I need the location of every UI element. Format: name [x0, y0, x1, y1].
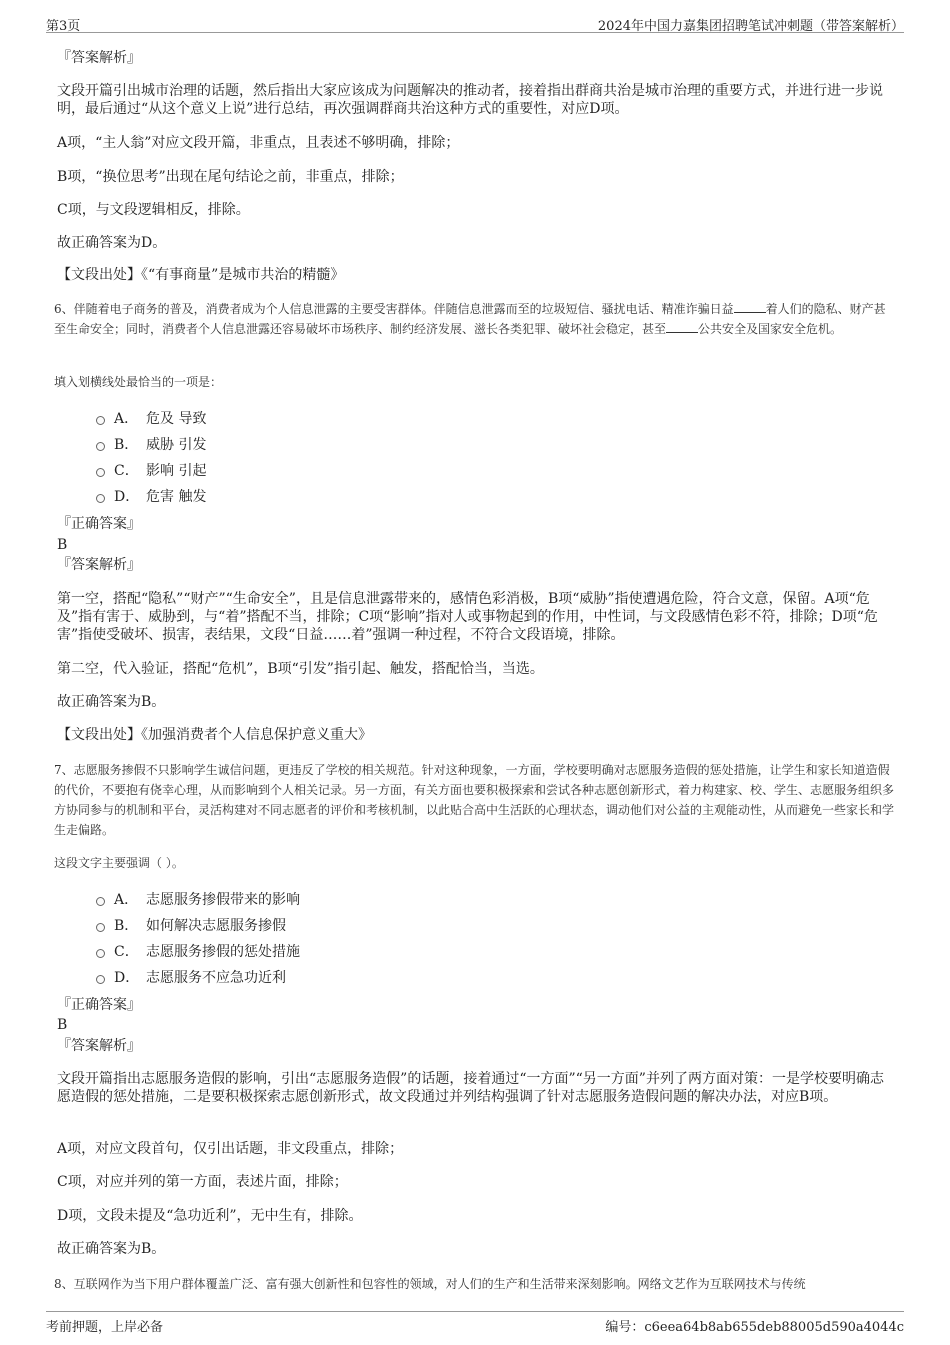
option-text: 危及 导致: [146, 411, 207, 427]
radio-button[interactable]: [96, 442, 105, 451]
q7-analysis: 文段开篇指出志愿服务造假的影响，引出“志愿服务造假”的话题，接着通过“一方面”“另一方面”并列了两方面对策：一是学校要明确志愿造假的惩处措施，二是要积极探索志愿创新形式，故文段通过并列结构强调了针对志愿服务造假问题的解决办法，对应B项。: [57, 1071, 884, 1105]
q7-option-d[interactable]: [96, 964, 596, 990]
radio-button[interactable]: [96, 923, 105, 932]
option-key: A．: [114, 411, 139, 427]
q5-a-note: A项，“主人翁”对应文段开篇，非重点，且表述不够明确，排除；: [57, 135, 460, 151]
q6-option-d[interactable]: [96, 483, 596, 509]
q6-stem-part3: 公共安全及国家安全危机。: [698, 322, 843, 336]
q7-prompt: 这段文字主要强调（ ）。: [54, 856, 184, 870]
q6-source: 【文段出处】《加强消费者个人信息保护意义重大》: [57, 727, 372, 743]
q5-source: 【文段出处】《“有事商量”是城市共治的精髓》: [57, 267, 345, 283]
blank-line: [734, 300, 766, 313]
q7-a-note: A项，对应文段首句，仅引出话题，非文段重点，排除；: [57, 1141, 404, 1157]
q7-options: [96, 886, 596, 990]
option-text: 威胁 引发: [146, 437, 207, 453]
page-header: [46, 12, 904, 33]
radio-button[interactable]: [96, 416, 105, 425]
document-title: 2024年中国力嘉集团招聘笔试冲刺题（带答案解析）: [597, 19, 904, 34]
radio-button[interactable]: [96, 468, 105, 477]
document-code: 编号：c6eea64b8ab655deb88005d590a4044c: [605, 1320, 904, 1335]
q7-answer: B: [57, 1017, 68, 1033]
page-footer: [46, 1311, 904, 1336]
q5-conclusion: 故正确答案为D。: [57, 235, 167, 251]
q5-b-note: B项，“换位思考”出现在尾句结论之前，非重点，排除；: [57, 169, 404, 185]
q7-option-b[interactable]: [96, 912, 596, 938]
q5-analysis-label: 『答案解析』: [57, 50, 141, 66]
q7-analysis-label: 『答案解析』: [57, 1038, 141, 1054]
option-key: B．: [114, 918, 139, 934]
q7-option-a[interactable]: [96, 886, 596, 912]
option-key: B．: [114, 437, 139, 453]
q7-correct-label: 『正确答案』: [57, 997, 141, 1013]
q6-stem-part2: 着人们的隐私、财产甚至生命安全；同时，消费者个人信息泄露还容易破坏市场秩序、制约经济发展、滋长各类犯罪、破坏社会稳定，甚至: [54, 302, 886, 336]
option-key: A．: [114, 892, 139, 908]
blank-line: [666, 320, 698, 333]
option-text: 如何解决志愿服务掺假: [146, 918, 286, 934]
radio-button[interactable]: [96, 949, 105, 958]
q6-second-blank: 第二空，代入验证，搭配“危机”，B项“引发”指引起、触发，搭配恰当，当选。: [57, 661, 544, 677]
q6-conclusion: 故正确答案为B。: [57, 694, 166, 710]
option-text: 志愿服务掺假带来的影响: [146, 892, 300, 908]
q6-answer: B: [57, 537, 68, 553]
option-text: 志愿服务不应急功近利: [146, 970, 286, 986]
q6-prompt: 填入划横线处最恰当的一项是：: [54, 375, 223, 389]
q6-option-a[interactable]: [96, 405, 596, 431]
option-key: D．: [114, 970, 140, 986]
q6-option-c[interactable]: [96, 457, 596, 483]
radio-button[interactable]: [96, 494, 105, 503]
q7-conclusion: 故正确答案为B。: [57, 1241, 166, 1257]
option-key: D．: [114, 489, 140, 505]
q7-option-c[interactable]: [96, 938, 596, 964]
option-text: 志愿服务掺假的惩处措施: [146, 944, 300, 960]
q7-stem: 7、志愿服务掺假不只影响学生诚信问题，更违反了学校的相关规范。针对这种现象，一方面，学校要明确对志愿服务造假的惩处措施，让学生和家长知道造假的代价，不要抱有侥幸心理，从而影响到个人相关记录。另一方面，有关方面也要积极探索和尝试各种志愿创新形式，着力构建家、校、学生、志愿服务组织多方协同参与的机制和平台，灵活构建对不同志愿者的评价和考核机制，以此贴合高中生活跃的心理状态，调动他们对公益的主观能动性，从而避免一些家长和学生走偏路。: [54, 763, 895, 837]
q6-options: [96, 405, 596, 509]
radio-button[interactable]: [96, 897, 105, 906]
option-key: C．: [114, 944, 139, 960]
radio-button[interactable]: [96, 975, 105, 984]
q6-option-b[interactable]: [96, 431, 596, 457]
q5-analysis: 文段开篇引出城市治理的话题，然后指出大家应该成为问题解决的推动者，接着指出群商共治是城市治理的重要方式，并进行进一步说明，最后通过“从这个意义上说”进行总结，再次强调群商共治这种方式的重要性，对应D项。: [57, 83, 883, 117]
option-key: C．: [114, 463, 139, 479]
page-number: 第3页: [46, 19, 81, 34]
q6-stem-part1: 6、伴随着电子商务的普及，消费者成为个人信息泄露的主要受害群体。伴随信息泄露而至的垃圾短信、骚扰电话、精准诈骗日益: [54, 302, 734, 316]
option-text: 危害 触发: [146, 489, 207, 505]
q6-analysis-label: 『答案解析』: [57, 557, 141, 573]
q6-stem: [54, 299, 896, 339]
q7-c-note: C项，对应并列的第一方面，表述片面，排除；: [57, 1174, 348, 1190]
q5-c-note: C项，与文段逻辑相反，排除。: [57, 202, 250, 218]
q8-stem: 8、互联网作为当下用户群体覆盖广泛、富有强大创新性和包容性的领域，对人们的生产和生活带来深刻影响。网络文艺作为互联网技术与传统: [54, 1277, 806, 1291]
footer-slogan: 考前押题，上岸必备: [46, 1320, 164, 1335]
q7-d-note: D项，文段未提及“急功近利”，无中生有，排除。: [57, 1208, 363, 1224]
q6-correct-label: 『正确答案』: [57, 516, 141, 532]
option-text: 影响 引起: [146, 463, 207, 479]
q6-analysis: 第一空，搭配“隐私”“财产”“生命安全”，且是信息泄露带来的，感情色彩消极，B项“威胁”指使遭遇危险，符合文意，保留。A项“危及”指有害于、威胁到，与“着”搭配不当，排除；C项“影响”指对人或事物起到的作用，中性词，与文段感情色彩不符，排除；D项“危害”指使受破坏、损害，表结果，文段“日益……着”强调一种过程，不符合文段语境，排除。: [57, 591, 878, 643]
